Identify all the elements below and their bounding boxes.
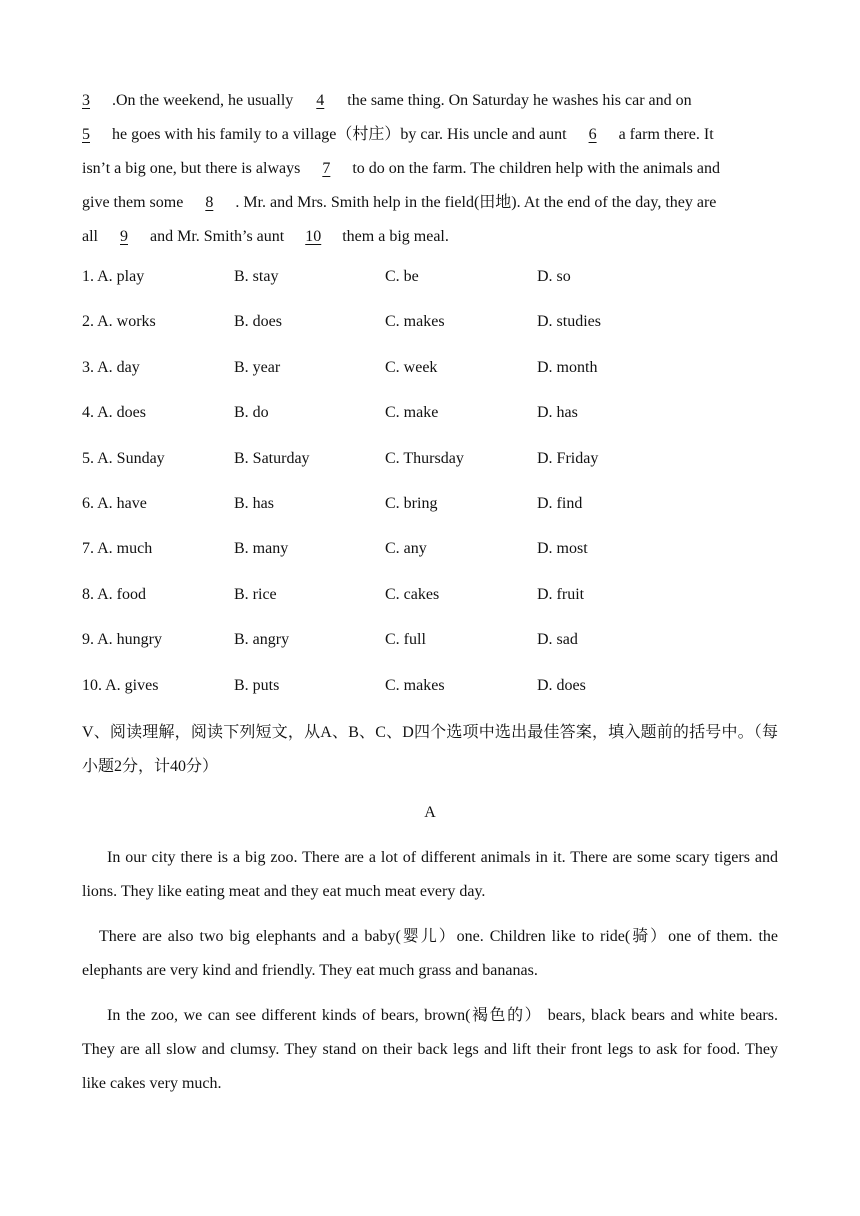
option-b: B. stay	[234, 268, 279, 285]
option-c: C. makes	[385, 676, 445, 694]
passage-line	[82, 220, 778, 254]
option-row	[82, 263, 778, 308]
option-b: B. do	[234, 404, 269, 422]
option-d: D. so	[537, 268, 571, 285]
option-row	[82, 626, 778, 671]
option-a: 1. A. play	[82, 268, 145, 285]
option-row	[82, 399, 778, 444]
option-c: C. full	[385, 631, 426, 649]
option-row	[82, 354, 778, 399]
reading-paragraph-2: There are also two big elephants and a baby(婴儿）one. Children like to ride(骑）one of them. the elephants are very kind and friendly. They eat much grass and bananas.	[82, 928, 778, 979]
option-d: D. has	[537, 404, 578, 422]
option-c: C. bring	[385, 494, 438, 512]
passage-text: he goes with his family to a village（村庄）by car. His uncle and aunt	[108, 126, 571, 143]
blank-7: 7	[322, 160, 331, 177]
option-c: C. Thursday	[385, 449, 464, 467]
answer-options	[82, 263, 778, 717]
passage-text: to do on the farm. The children help with the animals and	[348, 160, 720, 177]
blank-5: 5	[82, 126, 90, 143]
blank-10: 10	[305, 228, 322, 245]
reading-paragraph-1: In our city there is a big zoo. There are a lot of different animals in it. There are some scary tigers and lions. They like eating meat and they eat much meat every day.	[82, 849, 778, 900]
option-d: D. most	[537, 540, 588, 558]
cloze-passage	[82, 84, 778, 254]
option-d: D. does	[537, 676, 586, 694]
passage-text: the same thing. On Saturday he washes his car and on	[343, 92, 692, 109]
option-d: D. fruit	[537, 585, 585, 603]
passage-text: a farm there. It	[614, 126, 714, 143]
blank-6: 6	[588, 126, 597, 143]
option-b: B. puts	[234, 676, 280, 694]
passage-line	[82, 118, 778, 152]
option-b: B. year	[234, 358, 281, 376]
option-a: 8. A. food	[82, 585, 146, 603]
option-a: 6. A. have	[82, 494, 147, 512]
option-c: C. cakes	[385, 585, 440, 603]
option-row	[82, 535, 778, 580]
option-d: D. find	[537, 494, 583, 512]
option-b: B. has	[234, 494, 274, 512]
blank-4: 4	[316, 92, 325, 109]
option-a: 4. A. does	[82, 404, 146, 422]
passage-line	[82, 186, 778, 220]
option-b: B. Saturday	[234, 449, 310, 467]
option-c: C. any	[385, 540, 427, 558]
option-b: B. many	[234, 540, 289, 558]
passage-text: .On the weekend, he usually	[108, 92, 298, 109]
blank-9: 9	[120, 228, 128, 245]
option-row	[82, 445, 778, 490]
option-d: D. Friday	[537, 449, 599, 467]
option-c: C. be	[385, 268, 419, 285]
blank-3: 3	[82, 92, 90, 109]
option-a: 7. A. much	[82, 540, 153, 558]
passage-line	[82, 152, 778, 186]
option-c: C. make	[385, 404, 439, 422]
option-a: 5. A. Sunday	[82, 449, 165, 467]
passage-line	[82, 84, 778, 118]
option-row	[82, 581, 778, 626]
option-b: B. rice	[234, 585, 277, 603]
option-a: 9. A. hungry	[82, 631, 162, 649]
option-a: 2. A. works	[82, 313, 156, 331]
option-b: B. does	[234, 313, 282, 331]
option-c: C. week	[385, 358, 438, 376]
passage-text: all	[82, 228, 102, 245]
option-b: B. angry	[234, 631, 290, 649]
option-d: D. studies	[537, 313, 601, 331]
option-a: 10. A. gives	[82, 676, 159, 694]
option-d: D. month	[537, 358, 598, 376]
reading-paragraph-3: In the zoo, we can see different kinds of bears, brown(褐色的） bears, black bears and white bears. They are all slow and clumsy. They stand on their back legs and lift their front legs to ask for food. They like cakes very much.	[82, 1007, 778, 1092]
passage-text: give them some	[82, 194, 188, 211]
option-a: 3. A. day	[82, 358, 140, 376]
passage-text: isn’t a big one, but there is always	[82, 160, 305, 177]
passage-heading: A	[424, 804, 436, 821]
blank-8: 8	[205, 194, 214, 211]
section-instruction: V、阅读理解，阅读下列短文，从A、B、C、D四个选项中选出最佳答案，填入题前的括号中。（每小题2分，计40分）	[82, 724, 778, 775]
option-c: C. makes	[385, 313, 445, 331]
option-row	[82, 672, 778, 717]
passage-text: them a big meal.	[338, 228, 449, 245]
passage-text: . Mr. and Mrs. Smith help in the field(田地). At the end of the day, they are	[231, 194, 717, 211]
option-row	[82, 308, 778, 353]
option-d: D. sad	[537, 631, 578, 649]
passage-text: and Mr. Smith’s aunt	[146, 228, 289, 245]
option-row	[82, 490, 778, 535]
